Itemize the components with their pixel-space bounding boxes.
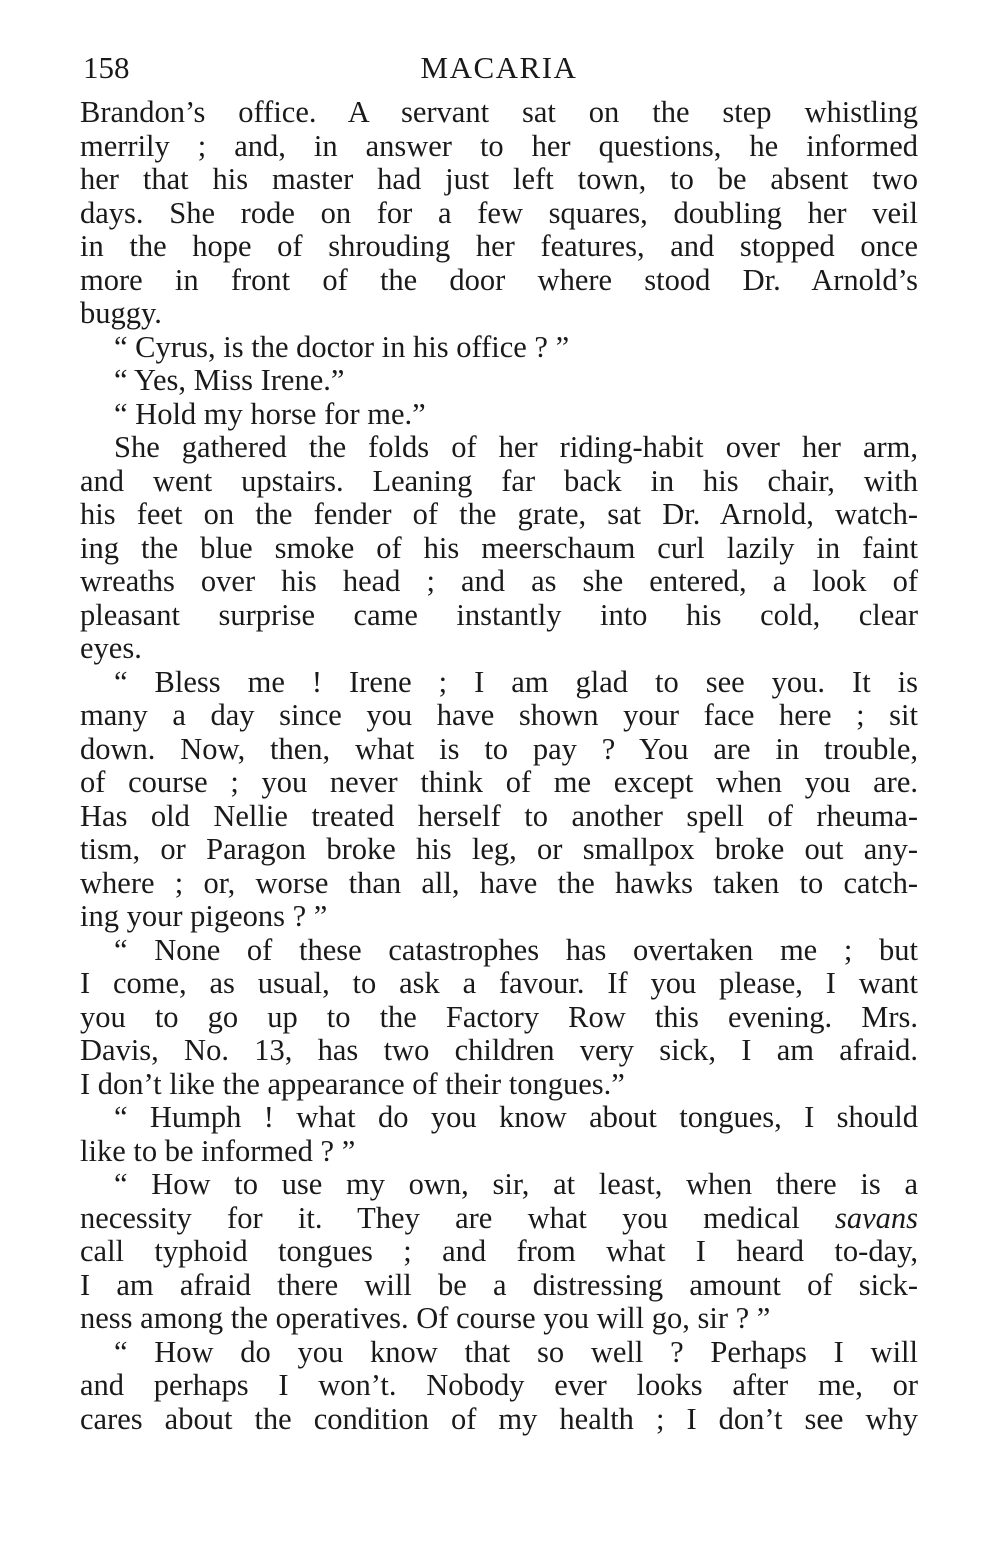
- text-line: and perhaps I won’t. Nobody ever looks after me, or: [80, 1368, 918, 1402]
- text-line: call typhoid tongues ; and from what I heard to-day,: [80, 1234, 918, 1268]
- text-line: “ How to use my own, sir, at least, when there is a: [114, 1167, 918, 1201]
- text-line: her that his master had just left town, to be absent two: [80, 162, 918, 196]
- text-line: Brandon’s office. A servant sat on the step whistling: [80, 95, 918, 129]
- text-line: you to go up to the Factory Row this evening. Mrs.: [80, 999, 918, 1034]
- text-line: in the hope of shrouding her features, and stopped once: [80, 229, 918, 263]
- text-line: days. She rode on for a few squares, doubling her veil: [80, 195, 918, 230]
- text-line: Has old Nellie treated herself to another spell of rheuma-: [80, 798, 918, 833]
- text-line: ing your pigeons ? ”: [80, 899, 328, 933]
- text-line: down. Now, then, what is to pay ? You are in trouble,: [80, 731, 918, 766]
- text-line: like to be informed ? ”: [80, 1133, 356, 1168]
- running-title: MACARIA: [420, 50, 578, 85]
- text-line: She gathered the folds of her riding-habit over her arm,: [114, 430, 918, 464]
- text-line: pleasant surprise came instantly into his cold, clear: [80, 597, 918, 632]
- page-header: [80, 40, 918, 96]
- text-line: and went upstairs. Leaning far back in his chair, with: [80, 463, 918, 498]
- text-line: eyes.: [80, 631, 142, 665]
- page-number: 158: [83, 50, 130, 85]
- text-line: I come, as usual, to ask a favour. If you please, I want: [80, 966, 918, 1000]
- book-page: [80, 40, 918, 1436]
- text-line: many a day since you have shown your face here ; sit: [80, 698, 918, 732]
- text-line: more in front of the door where stood Dr. Arnold’s: [80, 262, 918, 297]
- body-text: [80, 96, 918, 1436]
- text-line: “ Bless me ! Irene ; I am glad to see you. It is: [114, 664, 918, 699]
- text-line: tism, or Paragon broke his leg, or smallpox broke out any-: [80, 832, 918, 866]
- text-line: ness among the operatives. Of course you will go, sir ? ”: [80, 1301, 771, 1335]
- text-line: merrily ; and, in answer to her questions, he informed: [80, 128, 918, 163]
- text-line: “ None of these catastrophes has overtaken me ; but: [114, 932, 918, 967]
- italic-word: savans: [834, 1200, 918, 1235]
- text-line: of course ; you never think of me except when you are.: [80, 765, 918, 799]
- text-line: cares about the condition of my health ; I don’t see why: [80, 1401, 918, 1436]
- text-line: wreaths over his head ; and as she entered, a look of: [80, 564, 918, 598]
- text-line: his feet on the fender of the grate, sat Dr. Arnold, watch-: [80, 497, 918, 531]
- text-line: ing the blue smoke of his meerschaum curl lazily in faint: [80, 530, 918, 565]
- text-line: I am afraid there will be a distressing amount of sick-: [80, 1267, 918, 1302]
- text-line: “ Humph ! what do you know about tongues, I should: [114, 1100, 918, 1134]
- text-line: I don’t like the appearance of their tongues.”: [80, 1066, 625, 1101]
- text-line: buggy.: [80, 296, 162, 330]
- text-line: Davis, No. 13, has two children very sick, I am afraid.: [80, 1033, 918, 1067]
- text-fragment: necessity for it. They are what you medical: [80, 1200, 800, 1235]
- text-line: “ How do you know that so well ? Perhaps I will: [114, 1334, 918, 1369]
- text-line: “ Cyrus, is the doctor in his office ? ”: [114, 329, 570, 364]
- text-line: “ Hold my horse for me.”: [114, 396, 426, 431]
- text-line: “ Yes, Miss Irene.”: [114, 363, 345, 397]
- text-line: where ; or, worse than all, have the hawks taken to catch-: [80, 865, 918, 900]
- text-line: [80, 1202, 918, 1236]
